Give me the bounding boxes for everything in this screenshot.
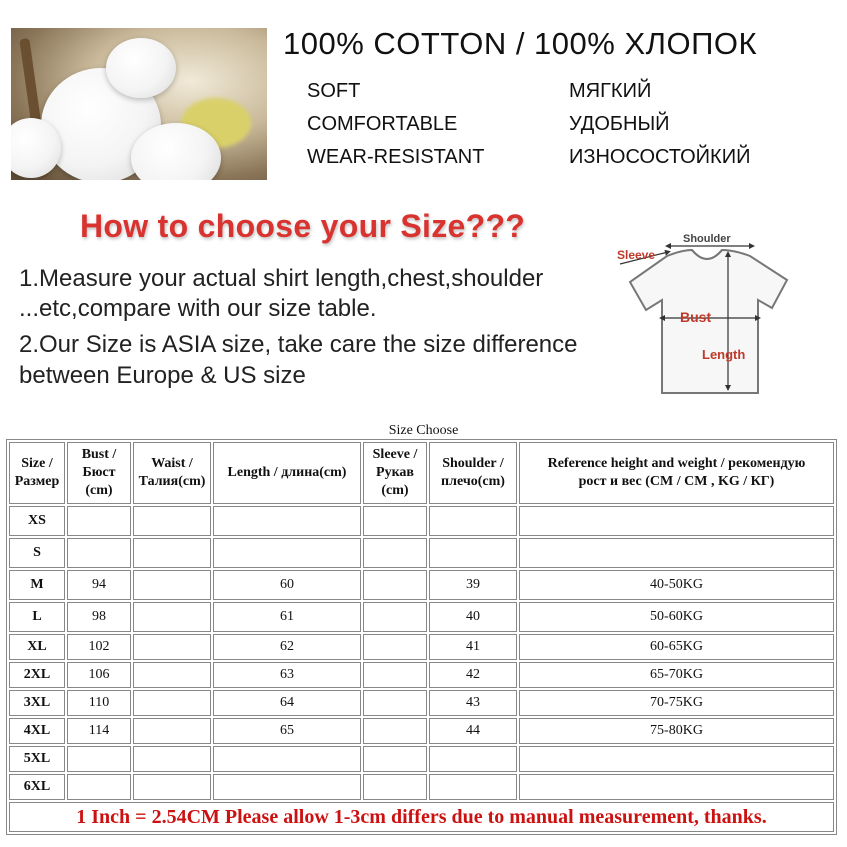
header-shoulder-en: Shoulder / [442,456,504,471]
cell-waist [133,506,211,536]
cell-waist [133,662,211,688]
cell-size: XS [9,506,65,536]
guide-line-4: between Europe & US size [19,362,306,389]
header-length-text: Length / длина(cm) [227,465,347,480]
cell-shoulder [429,774,517,800]
cell-sleeve [363,570,427,600]
cell-shoulder [429,538,517,568]
header-bust [67,442,131,504]
property-ru-soft: МЯГКИЙ [569,80,652,102]
cotton-boll [106,38,176,98]
cell-shoulder: 41 [429,634,517,660]
table-row [9,506,834,536]
cell-bust: 110 [67,690,131,716]
cell-length: 62 [213,634,361,660]
cell-length [213,538,361,568]
cell-length: 61 [213,602,361,632]
cell-reference [519,538,834,568]
cell-length: 64 [213,690,361,716]
cell-waist [133,538,211,568]
tshirt-measurement-diagram [612,228,802,396]
header-reference [519,442,834,504]
cell-shoulder: 39 [429,570,517,600]
cell-reference: 60-65KG [519,634,834,660]
header-sleeve [363,442,427,504]
cell-sleeve [363,602,427,632]
cell-waist [133,718,211,744]
cell-size: 2XL [9,662,65,688]
cell-size: 6XL [9,774,65,800]
cell-waist [133,570,211,600]
property-ru-comfortable: УДОБНЫЙ [569,113,670,135]
cell-length: 60 [213,570,361,600]
cell-waist [133,634,211,660]
table-row [9,538,834,568]
header-reference-line1: Reference height and weight / рекомендую [547,456,806,471]
header-shoulder [429,442,517,504]
cell-reference: 65-70KG [519,662,834,688]
cell-length: 65 [213,718,361,744]
header-sleeve-en: Sleeve / [372,447,418,462]
cell-reference: 40-50KG [519,570,834,600]
table-row [9,690,834,716]
header-bust-unit: (cm) [85,483,113,498]
cell-bust [67,538,131,568]
cell-size: 5XL [9,746,65,772]
cell-shoulder: 42 [429,662,517,688]
property-en-soft: SOFT [307,80,361,102]
cell-size: L [9,602,65,632]
cell-length: 63 [213,662,361,688]
cell-length [213,746,361,772]
header-size-en: Size / [21,456,53,471]
header-length [213,442,361,504]
header-waist [133,442,211,504]
header-size [9,442,65,504]
size-chart-table [6,439,837,835]
cell-waist [133,602,211,632]
cell-reference [519,774,834,800]
table-header-row [9,442,834,504]
cell-sleeve [363,634,427,660]
cell-shoulder: 43 [429,690,517,716]
diagram-label-sleeve: Sleeve [617,248,656,262]
cell-size: S [9,538,65,568]
table-row [9,634,834,660]
property-en-wear-resistant: WEAR-RESISTANT [307,146,485,168]
table-row [9,570,834,600]
table-row [9,774,834,800]
diagram-label-bust: Bust [680,309,712,325]
cell-reference [519,506,834,536]
cell-reference: 75-80KG [519,718,834,744]
header-bust-en: Bust / [81,447,117,462]
cell-bust: 98 [67,602,131,632]
cell-sleeve [363,662,427,688]
table-caption: Size Choose [388,423,459,438]
cell-sleeve [363,718,427,744]
table-note-row [9,802,834,832]
table-row [9,662,834,688]
table-row [9,718,834,744]
cell-length [213,774,361,800]
cell-bust [67,746,131,772]
measurement-note: 1 Inch = 2.54CM Please allow 1-3cm differs due to manual measurement, thanks. [9,802,834,832]
cell-reference [519,746,834,772]
cell-bust: 102 [67,634,131,660]
cell-size: 3XL [9,690,65,716]
cell-shoulder: 40 [429,602,517,632]
size-guide-title: How to choose your Size??? [80,208,526,244]
header-waist-en: Waist / [151,456,193,471]
property-ru-wear-resistant: ИЗНОСОСТОЙКИЙ [569,146,751,168]
diagram-label-shoulder: Shoulder [683,233,731,245]
cell-size: XL [9,634,65,660]
material-headline: 100% COTTON / 100% ХЛОПОК [283,26,758,61]
cell-reference: 70-75KG [519,690,834,716]
cell-sleeve [363,506,427,536]
guide-line-1: 1.Measure your actual shirt length,chest,shoulder [19,265,544,292]
cell-bust [67,506,131,536]
table-row [9,746,834,772]
cell-waist [133,774,211,800]
cell-bust: 114 [67,718,131,744]
cell-sleeve [363,538,427,568]
cell-length [213,506,361,536]
cell-waist [133,690,211,716]
guide-line-3: 2.Our Size is ASIA size, take care the size difference [19,331,578,358]
header-sleeve-ru: Рукав [376,465,414,480]
cell-bust: 94 [67,570,131,600]
header-bust-ru: Бюст [82,465,116,480]
cell-bust [67,774,131,800]
header-size-ru: Размер [14,474,60,489]
cotton-photo [11,28,267,180]
cell-size: M [9,570,65,600]
guide-line-2: ...etc,compare with our size table. [19,295,377,322]
header-reference-line2: рост и вес (CM / CM , KG / КГ) [578,474,775,489]
cell-sleeve [363,746,427,772]
cell-size: 4XL [9,718,65,744]
header-shoulder-ru: плечо(cm) [441,474,505,489]
cell-sleeve [363,774,427,800]
property-en-comfortable: COMFORTABLE [307,113,458,135]
header-sleeve-unit: (cm) [381,483,409,498]
header-waist-ru: Талия(cm) [138,474,206,489]
cell-shoulder [429,746,517,772]
cell-waist [133,746,211,772]
cell-sleeve [363,690,427,716]
cell-bust: 106 [67,662,131,688]
cell-shoulder [429,506,517,536]
table-row [9,602,834,632]
cell-reference: 50-60KG [519,602,834,632]
diagram-label-length: Length [702,347,746,362]
cell-shoulder: 44 [429,718,517,744]
